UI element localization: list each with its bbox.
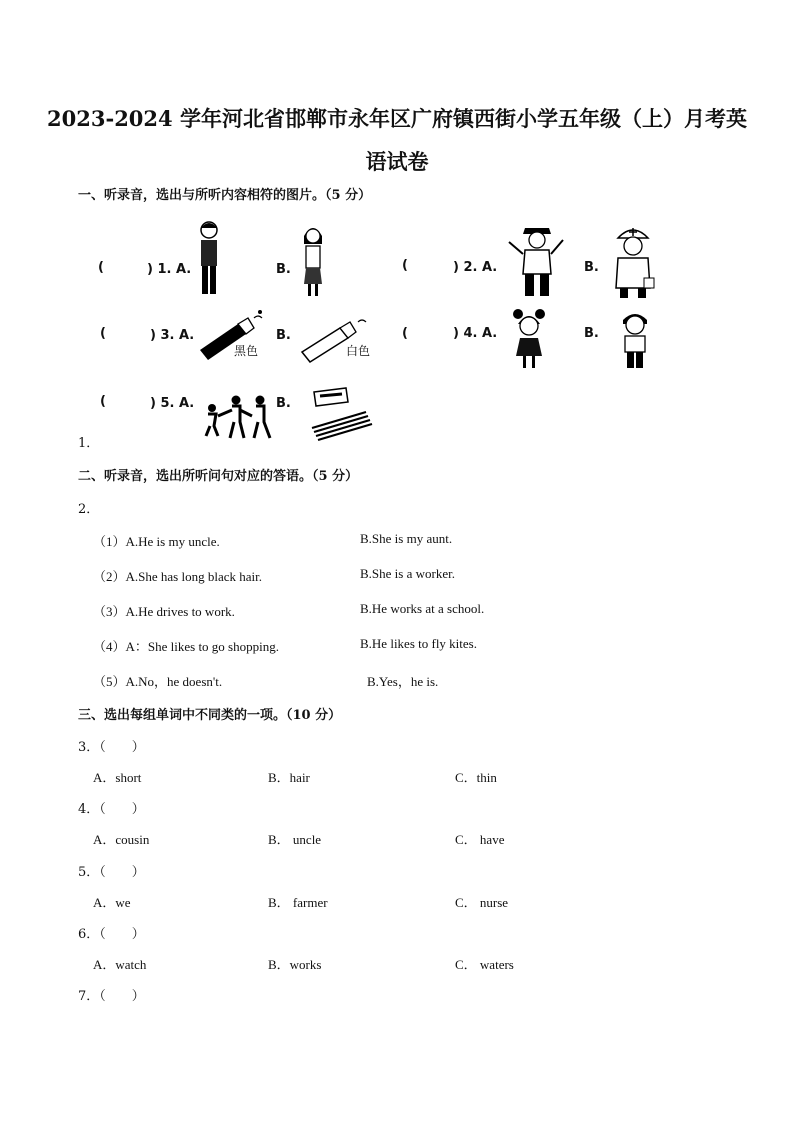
question-6-option-c: C． waters (455, 957, 514, 972)
option-b-label: B. (584, 260, 599, 275)
paren-open: ( (100, 394, 106, 409)
question-6-option-b: B．works (268, 957, 322, 972)
family-walking-picture (200, 394, 276, 442)
option-b-label: B. (276, 396, 291, 411)
question-5-option-a: A．we (93, 895, 131, 910)
item-label: ) 4. A. (453, 326, 498, 341)
section3-heading: 三、选出每组单词中不同类的一项。（10 分） (78, 708, 342, 723)
answer-row-4-a: （4）A：She likes to go shopping. (93, 639, 279, 654)
page-title-line2: 语试卷 (365, 149, 429, 174)
question-4-option-c: C． have (455, 832, 505, 847)
question-6-option-a: A．watch (93, 957, 147, 972)
page-title: 2023-2024 学年河北省邯郸市永年区广府镇西街小学五年级（上）月考英 (47, 106, 747, 131)
caption-black: 黑色 (234, 344, 259, 358)
paren-open: ( (98, 260, 104, 275)
question-number-2: 2． (78, 502, 100, 517)
woman-picture (300, 222, 326, 298)
caption-white: 白色 (346, 344, 371, 358)
farm-field-picture (310, 388, 374, 442)
boy-picture (620, 308, 650, 370)
answer-row-2-b: B.She is a worker. (360, 566, 455, 581)
question-5-number: 5．（ ） (78, 865, 145, 880)
paren-open: ( (100, 326, 106, 341)
item-label: ) 3. A. (150, 328, 195, 343)
question-4-option-a: A．cousin (93, 832, 150, 847)
section2-heading: 二、听录音，选出所听问句对应的答语。（5 分） (78, 469, 359, 484)
section1-heading: 一、听录音，选出与所听内容相符的图片。（5 分） (78, 188, 372, 203)
option-b-label: B. (276, 328, 291, 343)
question-4-option-b: B． uncle (268, 832, 322, 847)
answer-row-3-a: （3）A.He drives to work. (93, 604, 235, 619)
answer-row-2-a: （2）A.She has long black hair. (93, 569, 262, 584)
answer-row-1-b: B.She is my aunt. (360, 531, 453, 546)
answer-row-3-b: B.He works at a school. (360, 601, 485, 616)
item-label: ) 5. A. (150, 396, 195, 411)
question-number-1: 1． (78, 436, 100, 451)
item-label: ) 2. A. (453, 260, 498, 275)
paren-open: ( (402, 258, 408, 273)
question-5-option-c: C． nurse (455, 895, 509, 910)
question-5-option-b: B． farmer (268, 895, 328, 910)
worker-picture (505, 222, 565, 298)
doctor-picture (610, 224, 656, 300)
item-label: ) 1. A. (147, 262, 192, 277)
question-4-number: 4．（ ） (78, 802, 145, 817)
question-3-option-b: B．hair (268, 770, 310, 785)
paren-open: ( (402, 326, 408, 341)
answer-row-5-b: B.Yes，he is. (367, 674, 439, 689)
answer-row-5-a: （5）A.No，he doesn't. (93, 674, 223, 689)
question-6-number: 6．（ ） (78, 927, 145, 942)
man-picture (196, 218, 222, 298)
answer-row-1-a: （1）A.He is my uncle. (93, 534, 220, 549)
question-3-number: 3．（ ） (78, 740, 145, 755)
question-3-option-c: C．thin (455, 770, 497, 785)
girl-picture (512, 306, 546, 370)
question-3-option-a: A．short (93, 770, 142, 785)
option-b-label: B. (276, 262, 291, 277)
question-7-number: 7．（ ） (78, 989, 145, 1004)
answer-row-4-b: B.He likes to fly kites. (360, 636, 477, 651)
option-b-label: B. (584, 326, 599, 341)
